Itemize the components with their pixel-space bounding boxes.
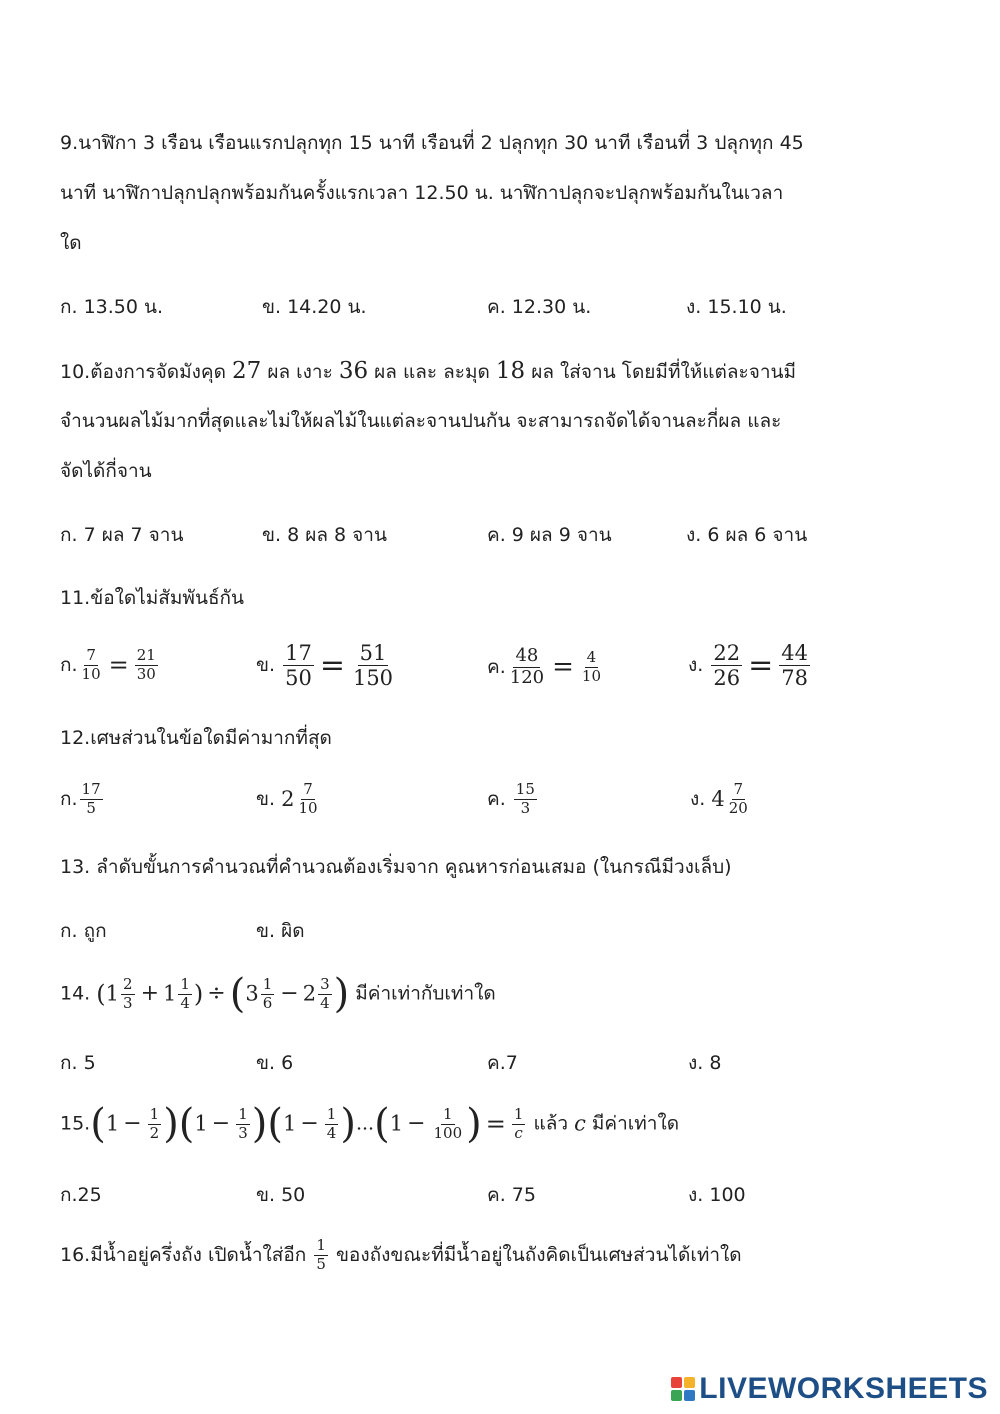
q14-option-a: ก. 5: [60, 1052, 96, 1074]
q14-term1-whole: 1: [105, 981, 120, 1006]
open-paren: (: [374, 1101, 390, 1147]
equals-sign: =: [552, 652, 574, 683]
q11-option-c-left-fraction: $\frac{48}{120}$: [509, 645, 545, 688]
q10-line-3: จัดได้กี่จาน: [60, 460, 152, 482]
close-paren: ): [340, 1101, 356, 1147]
q12-option-c-label: ค.: [487, 787, 506, 810]
q11-option-b-left-fraction: $\frac{17}{50}$: [285, 641, 312, 691]
q10-option-c: ค. 9 ผล 9 จาน: [487, 524, 612, 546]
q15-option-c: ค. 75: [487, 1184, 536, 1206]
q9-option-a: ก. 13.50 น.: [60, 296, 164, 318]
equals-sign: =: [748, 647, 774, 683]
q12-option-d-fraction: $\frac{7}{20}$: [728, 780, 748, 817]
q12-option-d-whole: 4: [711, 786, 725, 811]
minus-sign: −: [280, 981, 299, 1006]
open-paren: (: [267, 1101, 283, 1147]
q10-line-2: จำนวนผลไม้มากที่สุดและไม่ให้ผลไม้ในแต่ละจานปนกัน จะสามารถจัดได้จานละกี่ผล และ: [60, 410, 782, 432]
q12-option-b-label: ข.: [256, 787, 276, 810]
q10-number-sapodilla: 18: [495, 358, 526, 384]
minus-sign: −: [123, 1111, 142, 1136]
q11-option-c: [487, 647, 605, 688]
q12-option-b-fraction: $\frac{7}{10}$: [298, 780, 318, 817]
minus-sign: −: [300, 1111, 319, 1136]
q13-option-a: ก. ถูก: [60, 920, 107, 942]
liveworksheets-logo: [671, 1374, 988, 1404]
q14-term3-fraction: $\frac{1}{6}$: [262, 974, 273, 1012]
close-paren: ): [333, 971, 350, 1017]
q9-option-c: ค. 12.30 น.: [487, 296, 592, 318]
plus-sign: +: [140, 981, 159, 1006]
logo-text: LIVEWORKSHEETS: [699, 1372, 988, 1405]
q14-term4-whole: 2: [302, 981, 317, 1006]
q16-text: [60, 1238, 742, 1273]
q14-term2-whole: 1: [163, 981, 177, 1006]
equals-sign: =: [108, 651, 129, 680]
q10-number-mangosteen: 27: [232, 358, 262, 384]
q15-option-b: ข. 50: [256, 1184, 306, 1206]
q12-option-c: [487, 782, 539, 817]
q14-term3-whole: 3: [245, 981, 259, 1006]
q10-option-a: ก. 7 ผล 7 จาน: [60, 524, 184, 546]
q14-term1-fraction: $\frac{2}{3}$: [123, 974, 133, 1012]
logo-square: [671, 1377, 682, 1388]
q12-option-a: [60, 782, 105, 817]
q11-option-c-right-fraction: $\frac{4}{10}$: [581, 648, 601, 685]
open-paren: (: [229, 971, 246, 1017]
minus-sign: −: [211, 1111, 231, 1136]
q14-term2-fraction: $\frac{1}{4}$: [180, 974, 190, 1012]
q11-option-a: [60, 648, 160, 683]
q12-option-b-whole: 2: [281, 786, 295, 811]
q10-number-rambutan: 36: [338, 358, 369, 384]
q14-term4-fraction: $\frac{3}{4}$: [320, 974, 330, 1012]
close-paren: ): [466, 1101, 482, 1147]
q12-option-a-label: ก.: [60, 787, 78, 810]
q15-expression: [60, 1101, 680, 1147]
q15-last-factor-fraction: $\frac{1}{100}$: [433, 1104, 463, 1142]
q12-option-c-fraction: $\frac{15}{3}$: [515, 780, 535, 817]
q9-line-1: 9.นาฬิกา 3 เรือน เรือนแรกปลุกทุก 15 นาที เรือนที่ 2 ปลุกทุก 30 นาที เรือนที่ 3 ปลุกทุก 45: [60, 132, 804, 154]
open-paren: (: [90, 1101, 106, 1147]
q15-rhs-fraction: $\frac{1}{c}$: [513, 1104, 524, 1142]
q16-prefix: 16.มีน้ำอยู่ครึ่งถัง เปิดน้ำใส่อีก: [60, 1243, 307, 1266]
q15-factor1-fraction: $\frac{1}{2}$: [149, 1104, 160, 1142]
q11-option-a-right-fraction: $\frac{21}{30}$: [136, 646, 156, 683]
divide-sign: ÷: [207, 981, 226, 1006]
q11-option-d-label: ง.: [688, 654, 704, 677]
q11-option-c-label: ค.: [487, 655, 506, 678]
q11-option-d-left-fraction: $\frac{22}{26}$: [713, 641, 741, 691]
logo-square: [671, 1390, 682, 1401]
q14-option-d: ง. 8: [688, 1052, 722, 1074]
q16-fraction: $\frac{1}{5}$: [316, 1236, 326, 1273]
q15-label: 15.: [60, 1112, 91, 1135]
q11-option-a-left-fraction: $\frac{7}{10}$: [81, 646, 101, 683]
close-paren: ): [193, 980, 204, 1008]
q15-factor3-fraction: $\frac{1}{4}$: [326, 1104, 337, 1142]
ellipsis: ...: [355, 1112, 375, 1135]
q10-text-d: ผล ใส่จาน โดยมีที่ให้แต่ละจานมี: [531, 361, 797, 383]
q10-text-a: 10.ต้องการจัดมังคุด: [60, 361, 226, 383]
open-paren: (: [96, 980, 106, 1008]
q15-then: แล้ว: [533, 1112, 569, 1135]
q9-option-b: ข. 14.20 น.: [262, 296, 367, 318]
q10-text-b: ผล เงาะ: [267, 361, 333, 383]
q11-option-a-label: ก.: [60, 653, 78, 676]
logo-square: [684, 1390, 695, 1401]
q10-option-b: ข. 8 ผล 8 จาน: [262, 524, 387, 546]
q10-text-c: ผล และ ละมุด: [374, 361, 490, 383]
one: 1: [282, 1111, 297, 1136]
q15-suffix: มีค่าเท่าใด: [591, 1112, 680, 1135]
open-paren: (: [178, 1101, 195, 1147]
q14-option-b: ข. 6: [256, 1052, 294, 1074]
logo-square: [684, 1377, 695, 1388]
q15-option-d: ง. 100: [688, 1184, 746, 1206]
q9-line-2: นาที นาฬิกาปลุกปลุกพร้อมกันครั้งแรกเวลา 12.50 น. นาฬิกาปลุกจะปลุกพร้อมกันในเวลา: [60, 182, 784, 204]
q11-option-d-right-fraction: $\frac{44}{78}$: [781, 641, 808, 691]
q12-option-d-label: ง.: [690, 787, 706, 810]
q14-expression: [60, 971, 496, 1017]
one: 1: [105, 1111, 120, 1136]
equals-sign: =: [485, 1110, 506, 1138]
minus-sign: −: [407, 1111, 426, 1136]
q11-option-d: [688, 642, 812, 689]
equals-sign: =: [319, 647, 345, 683]
q12-option-a-fraction: $\frac{17}{5}$: [81, 780, 101, 817]
close-paren: ): [251, 1101, 268, 1147]
q11-option-b-right-fraction: $\frac{51}{150}$: [352, 641, 394, 691]
q16-suffix: ของถังขณะที่มีน้ำอยู่ในถังคิดเป็นเศษส่วนได้เท่าใด: [335, 1243, 742, 1266]
q11-option-b-label: ข.: [256, 654, 276, 677]
one: 1: [389, 1111, 404, 1136]
q9-line-3: ใด: [60, 232, 82, 254]
q14-label: 14.: [60, 982, 91, 1005]
q15-variable: c: [574, 1111, 586, 1136]
close-paren: ): [163, 1101, 179, 1147]
q11-title: 11.ข้อใดไม่สัมพันธ์กัน: [60, 587, 245, 609]
logo-mark-icon: [671, 1377, 695, 1401]
q12-option-b: [256, 782, 322, 817]
q15-factor2-fraction: $\frac{1}{3}$: [238, 1104, 248, 1142]
q12-title: 12.เศษส่วนในข้อใดมีค่ามากที่สุด: [60, 727, 332, 749]
q10-line-1: [60, 360, 796, 383]
q12-option-d: [690, 782, 752, 817]
q14-suffix: มีค่าเท่ากับเท่าใด: [355, 982, 496, 1005]
q10-option-d: ง. 6 ผล 6 จาน: [686, 524, 808, 546]
q13-text: 13. ลำดับขั้นการคำนวณที่คำนวณต้องเริ่มจาก คูณหารก่อนเสมอ (ในกรณีมีวงเล็บ): [60, 856, 732, 878]
q9-option-d: ง. 15.10 น.: [686, 296, 787, 318]
q11-option-b: [256, 642, 397, 689]
one: 1: [194, 1111, 208, 1136]
q13-option-b: ข. ผิด: [256, 920, 305, 942]
q15-option-a: ก.25: [60, 1184, 102, 1206]
q14-option-c: ค.7: [487, 1052, 518, 1074]
